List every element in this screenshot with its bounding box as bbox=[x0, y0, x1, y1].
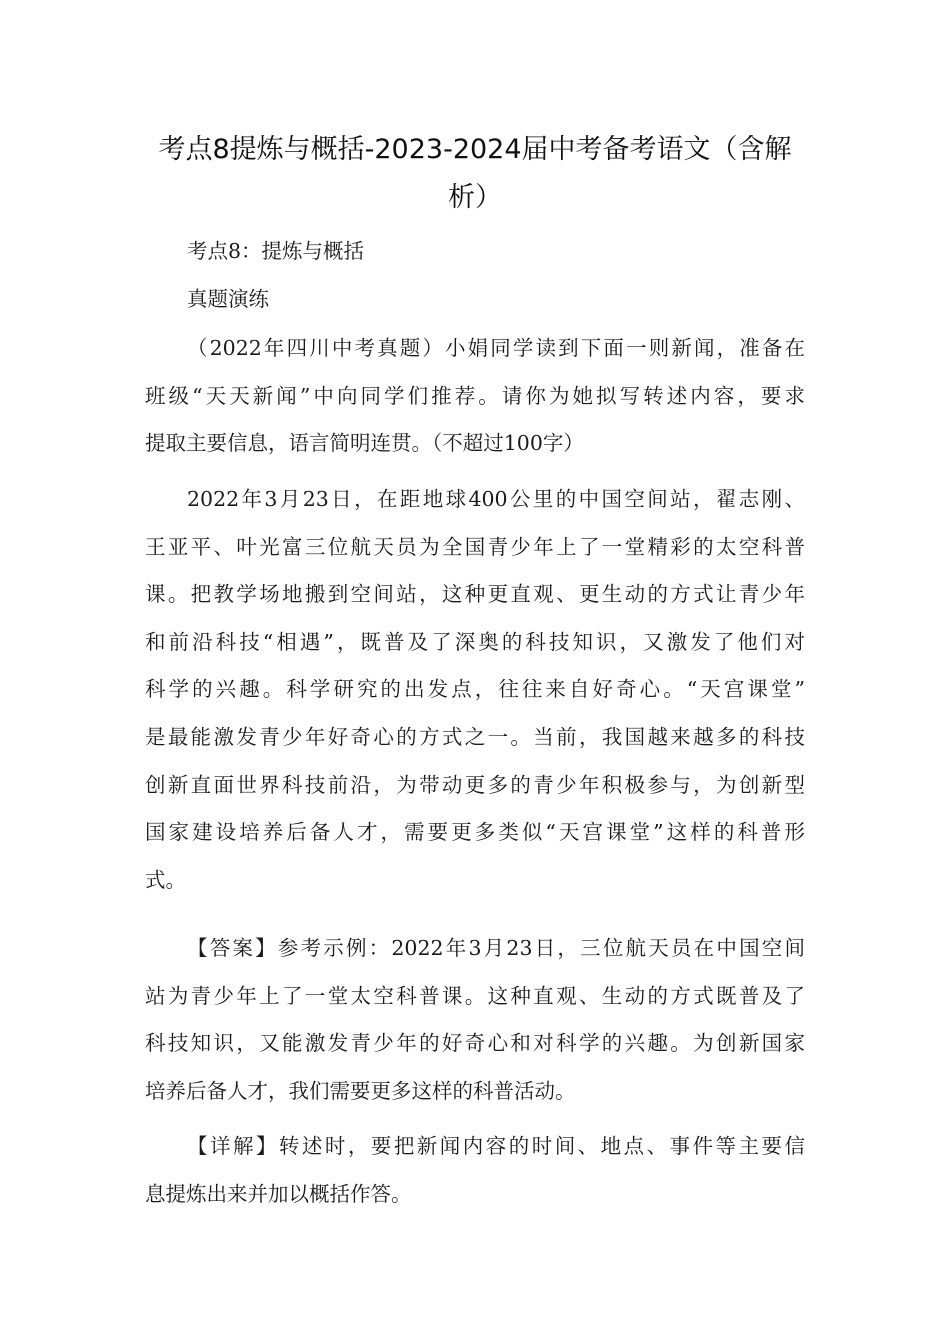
question-paragraph bbox=[145, 325, 805, 468]
answer-line-1: 【答案】参考示例：2022年3月23日，三位航天员在中国空间 bbox=[187, 936, 805, 960]
news-line-9: 式。 bbox=[145, 867, 186, 892]
subsection-heading-text: 真题演练 bbox=[187, 287, 269, 311]
explanation-paragraph bbox=[145, 1123, 805, 1218]
answer-line-4: 培养后备人才，我们需要更多这样的科普活动。 bbox=[145, 1078, 576, 1103]
question-line-3: 提取主要信息，语言简明连贯。（不超过100字） bbox=[145, 431, 584, 456]
section-heading bbox=[145, 228, 805, 276]
section-heading-text: 考点8：提炼与概括 bbox=[187, 239, 365, 263]
title-line-2: 析） bbox=[448, 182, 502, 213]
title-line-1: 考点8提炼与概括-2023-2024届中考备考语文（含解 bbox=[158, 134, 792, 165]
news-line-6: 是最能激发青少年好奇心的方式之一。当前，我国越来越多的科技 bbox=[145, 724, 805, 749]
explanation-line-1: 【详解】转述时，要把新闻内容的时间、地点、事件等主要信 bbox=[187, 1134, 805, 1158]
answer-paragraph bbox=[145, 925, 805, 1115]
news-line-2: 王亚平、叶光富三位航天员为全国青少年上了一堂精彩的太空科普 bbox=[145, 534, 805, 559]
question-line-2: 班级“天天新闻”中向同学们推荐。请你为她拟写转述内容，要求 bbox=[145, 383, 805, 408]
news-line-7: 创新直面世界科技前沿，为带动更多的青少年积极参与，为创新型 bbox=[145, 772, 805, 797]
news-line-3: 课。把教学场地搬到空间站，这种更直观、更生动的方式让青少年 bbox=[145, 582, 805, 607]
answer-line-3: 科技知识，又能激发青少年的好奇心和对科学的兴趣。为创新国家 bbox=[145, 1031, 805, 1056]
subsection-heading bbox=[145, 276, 805, 324]
question-line-1: （2022年四川中考真题）小娟同学读到下面一则新闻，准备在 bbox=[187, 336, 805, 360]
news-line-1: 2022年3月23日，在距地球400公里的中国空间站，翟志刚、 bbox=[187, 487, 805, 511]
answer-line-2: 站为青少年上了一堂太空科普课。这种直观、生动的方式既普及了 bbox=[145, 983, 805, 1008]
page-title bbox=[145, 126, 805, 222]
news-paragraph bbox=[145, 476, 805, 904]
explanation-line-2: 息提炼出来并加以概括作答。 bbox=[145, 1181, 412, 1206]
news-line-4: 和前沿科技“相遇”，既普及了深奥的科技知识，又激发了他们对 bbox=[145, 629, 805, 654]
news-line-8: 国家建设培养后备人才，需要更多类似“天宫课堂”这样的科普形 bbox=[145, 820, 805, 845]
news-line-5: 科学的兴趣。科学研究的出发点，往往来自好奇心。“天宫课堂” bbox=[145, 677, 805, 702]
